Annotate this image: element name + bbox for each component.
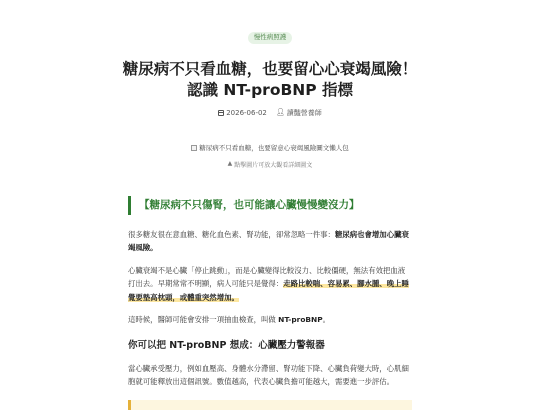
image-alt-text: 糖尿病不只看血糖，也要留意心衰竭風險圖文懶人包 bbox=[199, 144, 349, 153]
paragraph-1 bbox=[128, 228, 412, 255]
article-meta bbox=[128, 108, 412, 118]
figure-caption bbox=[128, 160, 412, 169]
meta-date bbox=[218, 109, 267, 117]
tag-row bbox=[128, 0, 412, 44]
caption-text: 點擊圖片可放大觀看詳細圖文 bbox=[234, 161, 313, 169]
date-text: 2026-06-02 bbox=[226, 108, 267, 117]
article-title bbox=[108, 59, 432, 101]
author-text: 讀豔營養師 bbox=[286, 108, 322, 117]
section-heading: 你可以把 NT-proBNP 想成：心臟壓力警報器 bbox=[128, 339, 325, 351]
title-line-2: 認識 NT-proBNP 指標 bbox=[186, 80, 354, 99]
p3-end: 。 bbox=[322, 315, 331, 325]
infographic-image[interactable] bbox=[187, 143, 353, 152]
note-box bbox=[128, 400, 412, 410]
paragraph-2 bbox=[128, 264, 412, 305]
expand-icon: ▲ bbox=[227, 160, 233, 168]
p2-highlight: 走路比較喘、容易累、腳水腫、晚上睡覺要墊高枕頭，或體重突然增加。 bbox=[128, 279, 409, 302]
article-column bbox=[122, 0, 418, 389]
title-line-1: 糖尿病不只看血糖，也要留心心衰竭風險！ bbox=[122, 59, 418, 78]
paragraph-3 bbox=[128, 313, 412, 327]
p3-bold: NT-proBNP bbox=[278, 315, 323, 325]
p3-text: 這時候，醫師可能會安排一項抽血檢查，叫做 bbox=[128, 315, 279, 325]
category-tag[interactable]: 慢性病照護 bbox=[248, 32, 293, 44]
article-figure bbox=[128, 136, 412, 169]
calendar-icon bbox=[218, 110, 224, 116]
user-icon: 👤︎ bbox=[275, 108, 285, 117]
meta-author bbox=[276, 108, 322, 118]
p1-bold: 糖尿病也會增加心臟衰竭風險。 bbox=[128, 229, 409, 253]
broken-image-icon bbox=[191, 145, 197, 151]
section-callout: 【糖尿病不只傷腎，也可能讓心臟慢慢變沒力】 bbox=[128, 196, 412, 215]
p1-text: 很多糖友很在意血糖、糖化血色素、腎功能，卻常忽略一件事： bbox=[128, 229, 335, 239]
paragraph-5: 當心臟承受壓力，例如血壓高、身體水分滯留、腎功能下降、心臟負荷變大時，心肌細胞就可能釋放出這個訊號。數值越高，代表心臟負擔可能越大，需要進一步評估。 bbox=[128, 363, 409, 387]
p2-text: 心臟衰竭不是心臟「停止跳動」，而是心臟變得比較沒力、比較僵硬，無法有效把血液打出去。早期常常不明顯，病人可能只是覺得： bbox=[128, 265, 406, 289]
